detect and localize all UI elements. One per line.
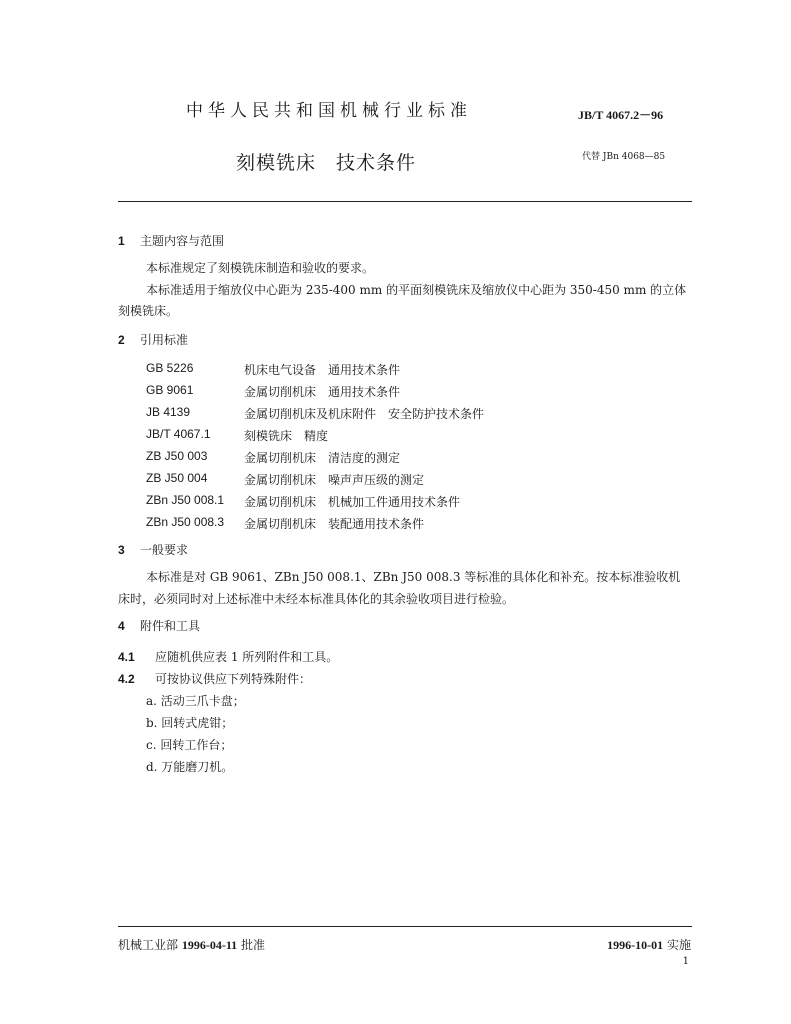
paragraph: 本标准是对 GB 9061、ZBn J50 008.1、ZBn J50 008.3 等标准的具体化和补充。按本标准验收机	[146, 570, 681, 584]
section-title: 主题内容与范围	[140, 234, 225, 248]
section-number: 4	[118, 619, 125, 633]
approve-date: 1996-04-11	[181, 938, 238, 952]
clause-text: 应随机供应表 1 所列附件和工具。	[155, 650, 339, 664]
ref-name: 金属切削机床 装配通用技术条件	[244, 517, 425, 531]
impl-date: 1996-10-01	[607, 938, 664, 952]
ref-code: JB 4139	[146, 405, 191, 419]
clause-number: 4.2	[118, 672, 135, 686]
section-number: 3	[118, 543, 125, 557]
clause-number: 4.1	[118, 650, 135, 664]
clause-text: 可按协议供应下列特殊附件：	[155, 672, 312, 686]
issuer: 机械工业部	[118, 938, 179, 952]
standard-number: JB/T 4067.2－96	[578, 108, 664, 122]
ref-code: JB/T 4067.1	[146, 427, 211, 441]
ref-name: 机床电气设备 通用技术条件	[244, 363, 401, 377]
section-1-heading	[118, 232, 224, 249]
section-2-heading	[118, 331, 188, 348]
list-item: a. 活动三爪卡盘；	[146, 694, 245, 708]
clause-4-1	[118, 648, 338, 665]
ref-code: ZBn J50 008.1	[146, 493, 225, 507]
section-title: 附件和工具	[140, 619, 201, 633]
page-number: 1	[682, 956, 689, 967]
ref-code: ZB J50 004	[146, 471, 208, 485]
section-3-heading	[118, 541, 188, 558]
ref-name: 金属切削机床 清洁度的测定	[244, 451, 401, 465]
section-number: 2	[118, 333, 125, 347]
ref-name: 金属切削机床 通用技术条件	[244, 385, 401, 399]
implementation-line	[607, 936, 691, 953]
ref-name: 刻模铣床 精度	[244, 429, 329, 443]
ref-name: 金属切削机床及机床附件 安全防护技术条件	[244, 407, 485, 421]
section-4-heading	[118, 617, 200, 634]
org-title: 中华人民共和国机械行业标准	[186, 101, 472, 121]
paragraph-continued: 刻模铣床。	[118, 304, 179, 318]
header-rule	[118, 201, 692, 202]
paragraph: 本标准适用于缩放仪中心距为 235-400 mm 的平面刻模铣床及缩放仪中心距为 350-450 mm 的立体	[146, 283, 687, 297]
section-title: 引用标准	[140, 333, 189, 347]
ref-code: ZBn J50 008.3	[146, 515, 225, 529]
document-title: 刻模铣床 技术条件	[236, 152, 417, 174]
ref-name: 金属切削机床 噪声声压级的测定	[244, 473, 425, 487]
ref-name: 金属切削机床 机械加工件通用技术条件	[244, 495, 461, 509]
list-item: b. 回转式虎钳；	[146, 716, 234, 730]
list-item: c. 回转工作台；	[146, 738, 233, 752]
ref-code: ZB J50 003	[146, 449, 208, 463]
list-item: d. 万能磨刀机。	[146, 760, 234, 774]
footer-rule	[118, 926, 692, 927]
approval-line	[118, 936, 265, 953]
ref-code: GB 9061	[146, 383, 194, 397]
approve-label: 批准	[241, 938, 266, 952]
section-number: 1	[118, 234, 125, 248]
paragraph-continued: 床时，必须同时对上述标准中未经本标准具体化的其余验收项目进行检验。	[118, 592, 515, 606]
replaces-note: 代替 JBn 4068—85	[582, 152, 666, 162]
ref-code: GB 5226	[146, 361, 194, 375]
paragraph: 本标准规定了刻模铣床制造和验收的要求。	[146, 261, 375, 275]
section-title: 一般要求	[140, 543, 189, 557]
clause-4-2	[118, 670, 311, 687]
impl-label: 实施	[666, 938, 691, 952]
